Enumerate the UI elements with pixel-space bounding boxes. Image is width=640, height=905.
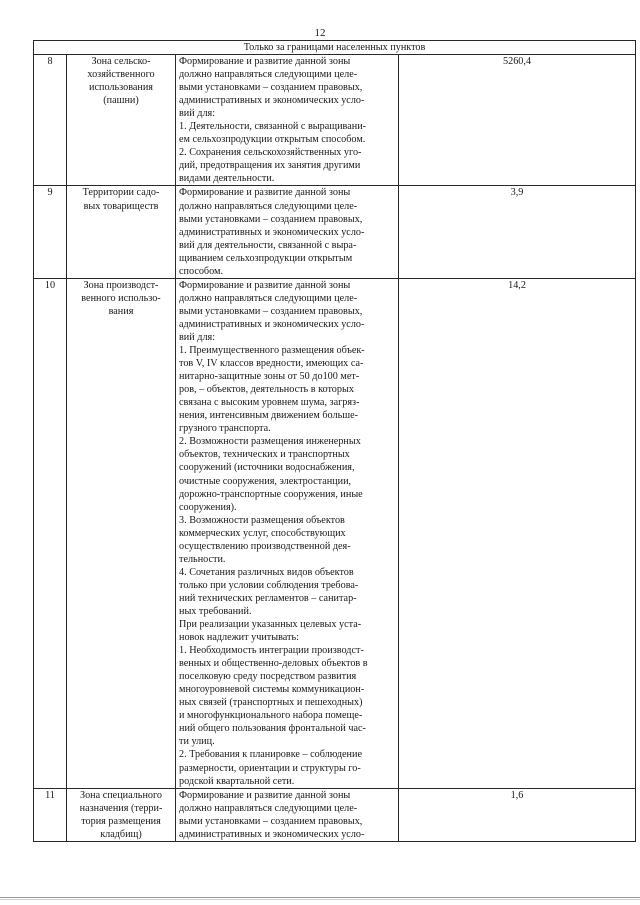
description-line: вий для: <box>179 331 216 343</box>
zone-name-line: (пашни) <box>103 95 139 107</box>
description-line: выми установками – созданием правовых, <box>179 815 363 827</box>
scope-header-row <box>34 41 636 55</box>
description-line: ем сельхозпродукции открытым способом. <box>179 134 366 146</box>
description-line: дий, предотвращения их занятия другими <box>179 160 361 172</box>
description-line: Формирование и развитие данной зоны <box>179 789 351 801</box>
description-line: нения, интенсивным движением больше- <box>179 410 358 422</box>
description-line: ти улиц. <box>179 736 215 748</box>
description-line: 2. Возможности размещения инженерных <box>179 436 361 448</box>
description-line: многоуровневой системы коммуникацион- <box>179 684 365 696</box>
row-number: 10 <box>34 278 67 788</box>
scope-header: Только за границами населенных пунктов <box>34 41 636 55</box>
zone-rows <box>34 55 636 842</box>
description-line: коммерческих услуг, способствующих <box>179 527 346 539</box>
zone-name-line: тория размещения <box>81 815 161 827</box>
zone-description <box>176 55 399 186</box>
zone-area: 5260,4 <box>399 55 636 186</box>
description-line: 2. Требования к планировке – соблюдение <box>179 749 362 761</box>
description-line: сооружений (источники водоснабжения, <box>179 462 355 474</box>
description-line: щиванием сельхозпродукции открытым <box>179 252 353 264</box>
zone-name-line: Зона сельско- <box>91 56 151 67</box>
description-line: сооружения). <box>179 501 237 513</box>
description-line: грузного транспорта. <box>179 423 271 435</box>
table-row <box>34 55 636 186</box>
table-row <box>34 788 636 841</box>
description-line: тов V, IV классов вредности, имеющих са- <box>179 358 364 370</box>
zone-name-line: Территории садо- <box>82 187 160 199</box>
zone-name <box>67 55 176 186</box>
description-line: осуществлению производственной дея- <box>179 540 351 552</box>
description-line: объектов, технических и транспортных <box>179 449 350 461</box>
row-number: 8 <box>34 55 67 186</box>
page-number: 12 <box>314 27 326 39</box>
zone-description <box>176 788 399 841</box>
description-line: ний технических регламентов – санитар- <box>179 592 357 604</box>
table-row <box>34 278 636 788</box>
zone-area: 14,2 <box>399 278 636 788</box>
description-line: выми установками – созданием правовых, <box>179 305 363 317</box>
description-line: 1. Преимущественного размещения объек- <box>179 345 365 357</box>
description-line: только при условии соблюдения требова- <box>179 579 359 591</box>
description-line: ний общего пользования фронтальной час- <box>179 723 366 735</box>
description-line: нитарно-защитные зоны от 50 до100 мет- <box>179 371 360 383</box>
description-line: способом. <box>179 265 224 277</box>
description-line: 3. Возможности размещения объектов <box>179 514 345 526</box>
zone-name-line: хозяйственного <box>87 69 155 81</box>
description-line: размерности, ориентации и структуры го- <box>179 762 361 774</box>
description-line: поселковую среду посредством развития <box>179 671 357 683</box>
zone-name <box>67 186 176 278</box>
description-line: При реализации указанных целевых уста- <box>179 619 362 631</box>
description-line: Формирование и развитие данной зоны <box>179 56 351 67</box>
description-line: выми установками – созданием правовых, <box>179 213 363 225</box>
description-line: очистные сооружения, электростанции, <box>179 475 352 487</box>
zone-name-line: кладбищ) <box>100 828 142 840</box>
description-line: выми установками – созданием правовых, <box>179 82 363 94</box>
description-line: 2. Сохранения сельскохозяйственных уго- <box>179 147 362 159</box>
zone-description <box>176 186 399 278</box>
bottom-scan-line-secondary <box>0 899 640 900</box>
description-line: связана с высоким уровнем шума, загряз- <box>179 397 360 409</box>
description-line: Формирование и развитие данной зоны <box>179 279 351 291</box>
zone-name-line: назначения (терри- <box>79 802 163 814</box>
table-row <box>34 186 636 278</box>
bottom-scan-line <box>0 897 640 898</box>
description-line: видами деятельности. <box>179 173 275 185</box>
zone-area: 1,6 <box>399 788 636 841</box>
description-line: ных требований. <box>179 605 252 617</box>
description-line: родской квартальной сети. <box>179 775 295 787</box>
description-line: тельности. <box>179 553 226 565</box>
description-line: венных и общественно-деловых объектов в <box>179 658 368 670</box>
description-line: вий для: <box>179 108 216 120</box>
description-line: 1. Деятельности, связанной с выращивани- <box>179 121 367 133</box>
description-line: должно направляться следующими целе- <box>179 802 358 814</box>
description-line: должно направляться следующими целе- <box>179 292 358 304</box>
description-line: и многофункционального набора помеще- <box>179 710 363 722</box>
zones-table <box>33 40 636 842</box>
description-line: административных и экономических усло- <box>179 318 365 330</box>
description-line: административных и экономических усло- <box>179 828 365 840</box>
row-number: 11 <box>34 788 67 841</box>
description-line: вий для деятельности, связанной с выра- <box>179 239 357 251</box>
description-line: дорожно-транспортные сооружения, иные <box>179 488 363 500</box>
zone-name-line: Зона специального <box>79 789 163 801</box>
description-line: 4. Сочетания различных видов объектов <box>179 566 354 578</box>
description-line: ных связей (транспортных и пешеходных) <box>179 697 363 709</box>
zone-name-line: использования <box>89 82 153 94</box>
description-line: ров, – объектов, деятельность в которых <box>179 384 354 396</box>
zone-description <box>176 278 399 788</box>
description-line: новок надлежит учитывать: <box>179 632 299 644</box>
row-number: 9 <box>34 186 67 278</box>
zone-name <box>67 788 176 841</box>
description-line: Формирование и развитие данной зоны <box>179 187 351 199</box>
zone-name-line: Зона производст- <box>83 279 159 291</box>
zone-name-line: венного использо- <box>81 292 161 304</box>
zone-name <box>67 278 176 788</box>
description-line: должно направляться следующими целе- <box>179 69 358 81</box>
description-line: административных и экономических усло- <box>179 226 365 238</box>
zone-name-line: вых товариществ <box>83 200 159 212</box>
description-line: 1. Необходимость интеграции производст- <box>179 645 364 657</box>
zone-area: 3,9 <box>399 186 636 278</box>
zone-name-line: вания <box>108 305 134 317</box>
description-line: должно направляться следующими целе- <box>179 200 358 212</box>
description-line: административных и экономических усло- <box>179 95 365 107</box>
